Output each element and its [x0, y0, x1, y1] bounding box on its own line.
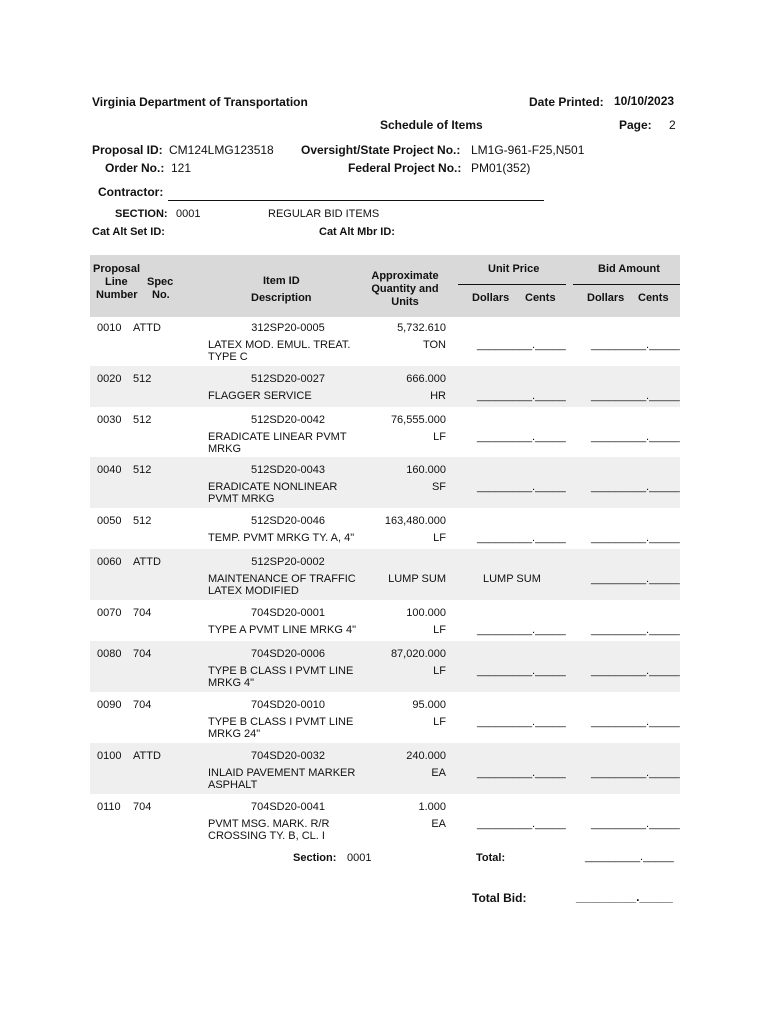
- col-approx-1: Approximate: [371, 270, 439, 282]
- total-bid-field[interactable]: _________._____: [576, 890, 673, 904]
- spec-number: 512: [133, 515, 152, 527]
- schedule-title: Schedule of Items: [380, 118, 483, 132]
- col-proposal-line-2: Line: [105, 276, 128, 288]
- quantity-units: SF: [431, 481, 446, 493]
- spec-number: 512: [133, 373, 152, 385]
- approx-quantity: 87,020.000: [390, 648, 446, 660]
- bid-amount-field[interactable]: _________._____: [591, 767, 680, 779]
- quantity-units: LF: [433, 532, 446, 544]
- approx-quantity: 76,555.000: [390, 414, 446, 426]
- item-id: 512SD20-0027: [250, 373, 325, 385]
- bid-amount-field[interactable]: _________._____: [591, 532, 680, 544]
- approx-quantity: 1.000: [418, 801, 446, 813]
- contractor-line[interactable]: [168, 200, 544, 201]
- bid-amount-field[interactable]: _________._____: [591, 624, 680, 636]
- item-description-2: LATEX MODIFIED: [208, 585, 299, 597]
- spec-number: 512: [133, 414, 152, 426]
- col-bid-cents: Cents: [638, 292, 669, 304]
- line-number: 0060: [97, 556, 122, 568]
- item-description-1: FLAGGER SERVICE: [208, 390, 312, 402]
- unit-price-field[interactable]: _________._____: [477, 532, 566, 544]
- quantity-units: LF: [433, 665, 446, 677]
- item-description-1: INLAID PAVEMENT MARKER: [208, 767, 356, 779]
- item-id: 704SD20-0041: [250, 801, 325, 813]
- col-item-id: Item ID: [263, 275, 300, 287]
- col-bid-dollars: Dollars: [587, 292, 625, 304]
- federal-value: PM01(352): [471, 161, 531, 175]
- unit-price-field[interactable]: _________._____: [477, 431, 566, 443]
- section-total-label: Total:: [476, 852, 506, 864]
- approx-quantity: 160.000: [406, 464, 446, 476]
- oversight-label: Oversight/State Project No.:: [301, 143, 461, 157]
- date-printed-label: Date Printed:: [529, 95, 604, 109]
- cat-alt-mbr-label: Cat Alt Mbr ID:: [319, 226, 395, 238]
- total-bid-label: Total Bid:: [472, 891, 527, 905]
- spec-number: 704: [133, 699, 152, 711]
- date-printed-value: 10/10/2023: [614, 94, 675, 108]
- cat-alt-set-label: Cat Alt Set ID:: [92, 226, 165, 238]
- quantity-units: HR: [430, 390, 446, 402]
- item-id: 704SD20-0010: [250, 699, 325, 711]
- item-id: 704SD20-0001: [250, 607, 325, 619]
- item-description-1: TEMP. PVMT MRKG TY. A, 4": [208, 532, 355, 544]
- item-description-2: TYPE C: [208, 351, 248, 363]
- item-id: 512SD20-0043: [250, 464, 325, 476]
- unit-price-field[interactable]: _________._____: [477, 716, 566, 728]
- section-description: REGULAR BID ITEMS: [268, 208, 380, 220]
- item-description-2: MRKG 24": [208, 728, 261, 740]
- approx-quantity: 666.000: [406, 373, 446, 385]
- bid-amount-field[interactable]: _________._____: [591, 431, 680, 443]
- item-description-2: ASPHALT: [208, 779, 258, 791]
- quantity-units: EA: [431, 767, 446, 779]
- footer-section-label: Section:: [293, 852, 337, 864]
- unit-price-field[interactable]: _________._____: [477, 339, 566, 351]
- proposal-id-value: CM124LMG123518: [169, 143, 274, 157]
- col-proposal-line-3: Number: [96, 289, 138, 301]
- line-number: 0080: [97, 648, 122, 660]
- col-spec-1: Spec: [147, 276, 174, 288]
- unit-price-field[interactable]: _________._____: [477, 390, 566, 402]
- col-unit-price: Unit Price: [488, 263, 540, 275]
- section-total-field[interactable]: _________._____: [585, 851, 674, 863]
- item-description-1: PVMT MSG. MARK. R/R: [208, 818, 330, 830]
- approx-quantity: 5,732.610: [397, 322, 446, 334]
- spec-number: ATTD: [133, 750, 161, 762]
- line-number: 0100: [97, 750, 122, 762]
- line-number: 0070: [97, 607, 122, 619]
- item-description-1: MAINTENANCE OF TRAFFIC: [208, 573, 356, 585]
- item-description-1: TYPE A PVMT LINE MRKG 4": [208, 624, 356, 636]
- bid-amount-field[interactable]: _________._____: [591, 665, 680, 677]
- quantity-units: TON: [422, 339, 446, 351]
- col-bid-amount: Bid Amount: [598, 263, 660, 275]
- item-description-2: CROSSING TY. B, CL. I: [208, 830, 325, 842]
- item-description-2: PVMT MRKG: [208, 493, 275, 505]
- item-id: 512SD20-0046: [250, 515, 325, 527]
- unit-price-field[interactable]: _________._____: [477, 624, 566, 636]
- col-description: Description: [251, 292, 312, 304]
- quantity-units: LF: [433, 716, 446, 728]
- item-description-1: ERADICATE NONLINEAR: [208, 481, 338, 493]
- unit-price-rule: [458, 284, 566, 285]
- spec-number: 704: [133, 801, 152, 813]
- unit-price-field[interactable]: _________._____: [477, 665, 566, 677]
- bid-amount-field[interactable]: _________._____: [591, 573, 680, 585]
- bid-amount-field[interactable]: _________._____: [591, 716, 680, 728]
- spec-number: ATTD: [133, 322, 161, 334]
- item-description-2: MRKG 4": [208, 677, 255, 689]
- item-description-1: TYPE B CLASS I PVMT LINE: [208, 716, 354, 728]
- item-id: 512SD20-0042: [250, 414, 325, 426]
- item-id: 312SP20-0005: [251, 322, 325, 334]
- unit-price-field[interactable]: _________._____: [477, 818, 566, 830]
- line-number: 0020: [97, 373, 122, 385]
- bid-amount-field[interactable]: _________._____: [591, 339, 680, 351]
- spec-number: ATTD: [133, 556, 161, 568]
- bid-amount-field[interactable]: _________._____: [591, 818, 680, 830]
- item-description-1: LATEX MOD. EMUL. TREAT.: [208, 339, 351, 351]
- item-id: 704SD20-0032: [250, 750, 325, 762]
- spec-number: 704: [133, 648, 152, 660]
- section-value: 0001: [176, 208, 201, 220]
- quantity-units: LUMP SUM: [388, 573, 446, 585]
- bid-amount-rule: [573, 284, 680, 285]
- line-number: 0030: [97, 414, 122, 426]
- approx-quantity: 95.000: [412, 699, 446, 711]
- line-number: 0050: [97, 515, 122, 527]
- line-number: 0110: [97, 801, 121, 813]
- quantity-units: LF: [433, 431, 446, 443]
- federal-label: Federal Project No.:: [348, 161, 462, 175]
- spec-number: 512: [133, 464, 152, 476]
- col-spec-2: No.: [152, 289, 170, 301]
- item-description-1: TYPE B CLASS I PVMT LINE: [208, 665, 354, 677]
- page-label: Page:: [619, 118, 652, 132]
- spec-number: 704: [133, 607, 152, 619]
- line-number: 0090: [97, 699, 122, 711]
- unit-price-field[interactable]: _________._____: [477, 767, 566, 779]
- approx-quantity: 100.000: [406, 607, 446, 619]
- quantity-units: EA: [431, 818, 446, 830]
- approx-quantity: 240.000: [406, 750, 446, 762]
- line-number: 0040: [97, 464, 122, 476]
- item-description-1: ERADICATE LINEAR PVMT: [208, 431, 347, 443]
- col-approx-2: Quantity and: [371, 283, 439, 295]
- oversight-value: LM1G-961-F25,N501: [471, 143, 585, 157]
- contractor-label: Contractor:: [98, 185, 164, 199]
- item-description-2: MRKG: [208, 443, 241, 455]
- bid-amount-field[interactable]: _________._____: [591, 481, 680, 493]
- line-number: 0010: [97, 322, 122, 334]
- bid-amount-field[interactable]: _________._____: [591, 390, 680, 402]
- agency-name: Virginia Department of Transportation: [92, 95, 308, 109]
- col-unit-dollars: Dollars: [472, 292, 510, 304]
- col-approx-3: Units: [391, 296, 419, 308]
- footer-section-value: 0001: [347, 852, 372, 864]
- item-id: 704SD20-0006: [250, 648, 325, 660]
- order-label: Order No.:: [105, 161, 165, 175]
- order-value: 121: [171, 161, 192, 175]
- unit-price-field[interactable]: _________._____: [477, 481, 566, 493]
- unit-price-lump-sum: LUMP SUM: [483, 573, 541, 585]
- section-label: SECTION:: [115, 208, 168, 220]
- col-proposal-line-1: Proposal: [93, 263, 141, 275]
- col-unit-cents: Cents: [525, 292, 556, 304]
- proposal-id-label: Proposal ID:: [92, 143, 163, 157]
- page-number: 2: [669, 118, 676, 132]
- approx-quantity: 163,480.000: [384, 515, 446, 527]
- quantity-units: LF: [433, 624, 446, 636]
- item-id: 512SP20-0002: [251, 556, 325, 568]
